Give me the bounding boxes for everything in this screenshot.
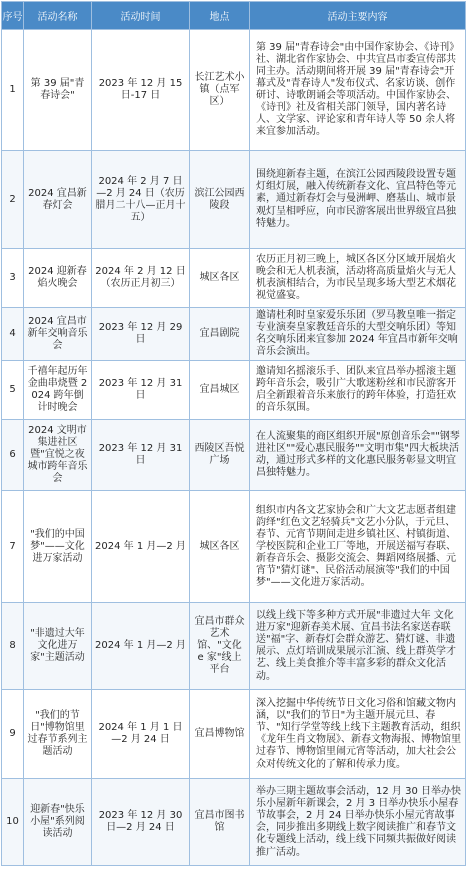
row-content: 举办三期主题故事会活动，12 月 30 日举办快乐小屋新年新课会，2 月 3 日举办快乐小屋春节故事会，2 月 24 日举办快乐小屋元宵故事会，同步推出多期线上数字阅读推广和春节文化专题线上活动，线上线下同频共振做好阅读推广活动。 [250, 779, 466, 866]
row-name: 2024 迎新春焰火晚会 [24, 249, 92, 308]
header-name: 活动名称 [24, 2, 92, 30]
table-row [2, 249, 466, 308]
row-place: 宜昌城区 [190, 361, 250, 420]
row-place: 宜昌市图书馆 [190, 779, 250, 866]
row-place: 城区各区 [190, 491, 250, 603]
row-name: 2024 宜昌新春灯会 [24, 151, 92, 249]
row-name: 2024 文明市集进社区暨"宜悦之夜 城市跨年音乐会 [24, 420, 92, 491]
row-content: 以线上线下等多种方式开展"非遗过大年 文化进万家"迎新春美术展、宜昌书法名家送春联送"福"字、新春灯会群众游艺、猜灯谜、非遗展示、点灯培训成果展示汇演、线上群英学才艺、线上美食推介等丰富多彩的群众文化活动。 [250, 603, 466, 690]
table-row [2, 603, 466, 690]
row-place: 城区各区 [190, 249, 250, 308]
table-row [2, 30, 466, 151]
row-name: 迎新春"快乐小屋"系列阅读活动 [24, 779, 92, 866]
header-content: 活动主要内容 [250, 2, 466, 30]
table-row [2, 420, 466, 491]
row-name: "非遗过大年 文化进万家"主题活动 [24, 603, 92, 690]
row-index: 2 [2, 151, 24, 249]
table-row [2, 151, 466, 249]
row-content: 组织市内各文艺家协会和广大文艺志愿者组建韵绎"红色文艺轻骑兵"文艺小分队，于元旦、春节、元宵节期间走进乡镇社区、村镇街道、学校医院和企业工厂等地，开展送福写春联、新春音乐会、摄影交流会、舞蹈网络展播、元宵节"猜灯谜"、民俗活动展演等"我们的中国梦"——文化进万家活动。 [250, 491, 466, 603]
row-name: "我们的节日"博物馆里过春节系列主题活动 [24, 690, 92, 779]
table-row [2, 361, 466, 420]
activities-table [1, 1, 466, 866]
table-row [2, 491, 466, 603]
row-name: 千禧年起历年金曲串烧暨 2024 跨年倒计时晚会 [24, 361, 92, 420]
table-row [2, 779, 466, 866]
row-time: 2023 年 12 月 30 日—2 月 24 日 [92, 779, 190, 866]
row-content: 在人流聚集的商区组织开展"原创音乐会""钢琴进社区""爱心惠民服务""文明市集"四大板块活动，通过形式多样的文化惠民服务彰显文明宜昌独特魅力。 [250, 420, 466, 491]
row-index: 1 [2, 30, 24, 151]
row-index: 7 [2, 491, 24, 603]
row-time: 2023 年 12 月 15 日-17 日 [92, 30, 190, 151]
table-row [2, 690, 466, 779]
row-index: 9 [2, 690, 24, 779]
row-place: 宜昌博物馆 [190, 690, 250, 779]
row-content: 深入挖掘中华传统节日文化习俗和馆藏文物内涵，以"我们的节日"为主题开展元旦、春节、"知行学堂等线上线下主题教育活动，组织《龙年生肖文物展》、新春文物海报、博物馆里过春节、博物馆里闹元宵等活动，加大社会公众对传统文化的了解和传承力度。 [250, 690, 466, 779]
row-place: 滨江公园西陵段 [190, 151, 250, 249]
row-time: 2024 年 1 月—2 月 [92, 491, 190, 603]
header-index: 序号 [2, 2, 24, 30]
row-place: 宜昌市群众艺术馆、"文化 e 家"线上平台 [190, 603, 250, 690]
row-content: 邀请知名摇滚乐手、团队来宜昌举办摇滚主题跨年音乐会，吸引广大歌迷粉丝和市民游客开启全新跟着音乐来旅行的跨年体验，打造狂欢的音乐氛围。 [250, 361, 466, 420]
row-time: 2024 年 1 月 1 日—2 月 24 日 [92, 690, 190, 779]
row-place: 宜昌剧院 [190, 308, 250, 361]
row-time: 2023 年 12 月 29 日 [92, 308, 190, 361]
table-header-row [2, 2, 466, 30]
row-index: 4 [2, 308, 24, 361]
row-time: 2024 年 2 月 7 日—2 月 24 日（农历腊月二十八—正月十五） [92, 151, 190, 249]
row-time: 2024 年 2 月 12 日（农历正月初三） [92, 249, 190, 308]
row-name: 2024 宜昌市新年交响音乐会 [24, 308, 92, 361]
row-content: 第 39 届"青春诗会"由中国作家协会、《诗刊》社、湖北省作家协会、中共宜昌市委宣传部共同主办。活动期间将开展 39 届"青春诗会"开幕式及"青春诗人"发布仪式、名家访谈、创作研讨、诗歌朗诵会等项活动。中国作家协会、《诗刊》社及省相关部门领导，国内著名诗人、文学家、评论家和青年诗人等 50 余人将来宜参加活动。 [250, 30, 466, 151]
row-index: 3 [2, 249, 24, 308]
row-index: 10 [2, 779, 24, 866]
row-place: 长江艺术小镇（点军区） [190, 30, 250, 151]
row-index: 6 [2, 420, 24, 491]
row-time: 2023 年 12 月 31 日 [92, 361, 190, 420]
row-place: 西陵区吾悦广场 [190, 420, 250, 491]
row-content: 围绕迎新春主题，在滨江公园西陵段设置专题灯组灯展，融入传统新春文化、宜昌特色等元素，通过新春灯会与曼洲岬、磨基山、城市景观灯呈相呼应，向市民游客展出世界级宜昌独特魅力。 [250, 151, 466, 249]
row-content: 邀请杜利时皇家爱乐乐团（罗马教皇唯一指定专业演奏皇家教廷音乐的大型交响乐团）等知名交响乐团来宜参加 2024 年宜昌市新年交响音乐会演出。 [250, 308, 466, 361]
row-time: 2024 年 1 月—2 月 [92, 603, 190, 690]
table-row [2, 308, 466, 361]
header-place: 地点 [190, 2, 250, 30]
row-index: 5 [2, 361, 24, 420]
row-index: 8 [2, 603, 24, 690]
row-name: 第 39 届"青春诗会" [24, 30, 92, 151]
row-time: 2023 年 12 月 31 日 [92, 420, 190, 491]
row-name: "我们的中国梦"——文化进万家活动 [24, 491, 92, 603]
header-time: 活动时间 [92, 2, 190, 30]
row-content: 农历正月初三晚上，城区各区分区域开展焰火晚会和无人机表演，活动将高质量焰火与无人机表演相结合，为市民呈现多场大型艺术烟花视觉盛宴。 [250, 249, 466, 308]
